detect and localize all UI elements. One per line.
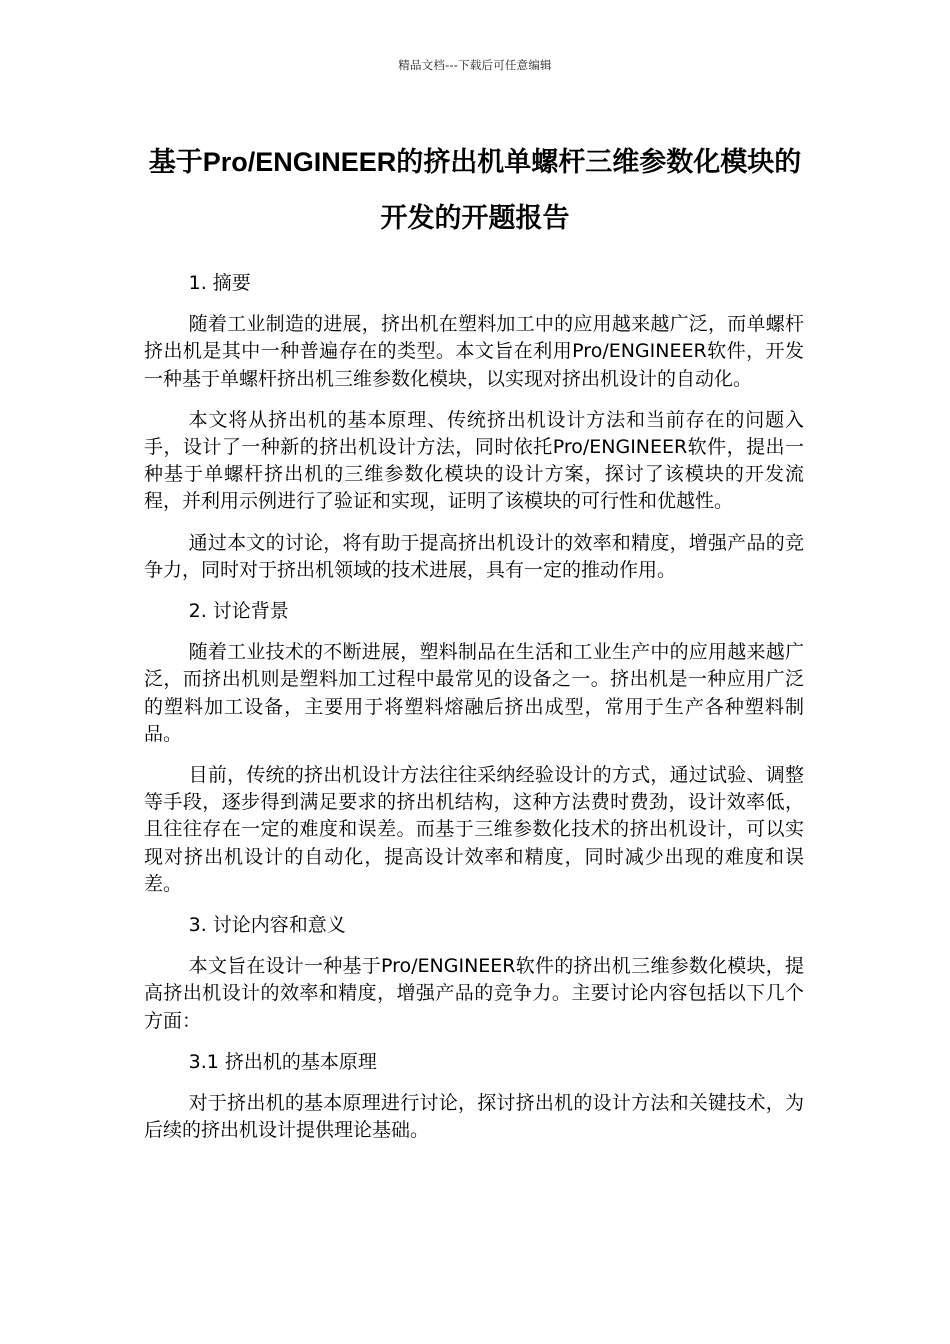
document-body: [144, 270, 804, 1158]
body-paragraph: 随着工业技术的不断进展，塑料制品在生活和工业生产中的应用越来越广泛，而挤出机则是塑料加工过程中最常见的设备之一。挤出机是一种应用广泛的塑料加工设备，主要用于将塑料熔融后挤出成型，常用于生产各种塑料制品。: [144, 641, 804, 745]
subsection-heading: 3.1 挤出机的基本原理: [188, 1050, 377, 1073]
header-note: 精品文档---下载后可任意编辑: [398, 58, 552, 72]
body-paragraph: 本文将从挤出机的基本原理、传统挤出机设计方法和当前存在的问题入手，设计了一种新的挤出机设计方法，同时依托Pro/ENGINEER软件，提出一种基于单螺杆挤出机的三维参数化模块的设计方案，探讨了该模块的开发流程，并利用示例进行了验证和实现，证明了该模块的可行性和优越性。: [144, 408, 804, 513]
body-paragraph: 通过本文的讨论，将有助于提高挤出机设计的效率和精度，增强产品的竞争力，同时对于挤出机领域的技术进展，具有一定的推动作用。: [144, 531, 804, 581]
section-heading: 1. 摘要: [188, 272, 251, 294]
section-heading: 2. 讨论背景: [188, 600, 289, 623]
body-paragraph: 目前，传统的挤出机设计方法往往采纳经验设计的方式，通过试验、调整等手段，逐步得到满足要求的挤出机结构，这种方法费时费劲，设计效率低，且往往存在一定的难度和误差。而基于三维参数化技术的挤出机设计，可以实现对挤出机设计的自动化，提高设计效率和精度，同时减少出现的难度和误差。: [144, 764, 804, 895]
body-paragraph: 本文旨在设计一种基于Pro/ENGINEER软件的挤出机三维参数化模块，提高挤出机设计的效率和精度，增强产品的竞争力。主要讨论内容包括以下几个方面：: [144, 955, 804, 1032]
body-paragraph: 随着工业制造的进展，挤出机在塑料加工中的应用越来越广泛，而单螺杆挤出机是其中一种普遍存在的类型。本文旨在利用Pro/ENGINEER软件，开发一种基于单螺杆挤出机三维参数化模块，以实现对挤出机设计的自动化。: [144, 313, 804, 390]
body-paragraph: 对于挤出机的基本原理进行讨论，探讨挤出机的设计方法和关键技术，为后续的挤出机设计提供理论基础。: [144, 1092, 804, 1142]
section-heading: 3. 讨论内容和意义: [188, 914, 346, 937]
document-title: 基于Pro/ENGINEER的挤出机单螺杆三维参数化模块的开发的开题报告: [148, 147, 802, 233]
